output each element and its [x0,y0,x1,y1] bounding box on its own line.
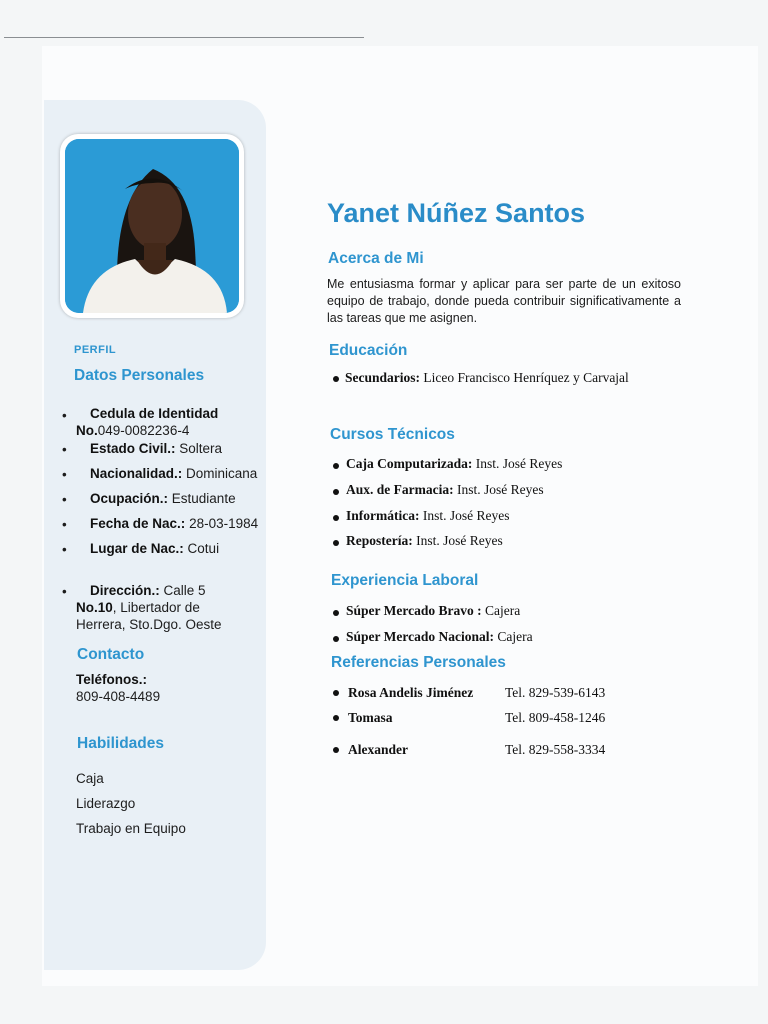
ocupacion-value: Estudiante [171,491,236,506]
cedula-value: 049-0082236-4 [97,423,190,438]
lugar-nac-label: Lugar de Nac.: [90,541,184,556]
fecha-nac-label: Fecha de Nac.: [90,516,186,531]
experiencia-label: Súper Mercado Nacional: [346,629,494,644]
portrait-illustration [65,139,239,313]
estado-civil-value: Soltera [179,441,223,456]
direccion-value-3: Herrera, Sto.Dgo. Oeste [76,617,222,632]
bullet [333,376,339,382]
fecha-nac-value: 28-03-1984 [189,516,259,531]
curso-item [346,533,503,549]
referencia-phone: Tel. 829-558-3334 [505,742,606,757]
experiencia-item [346,629,533,645]
experiencia-item [346,603,520,619]
curso-value: Inst. José Reyes [419,508,510,523]
referencia-name [348,685,473,701]
curso-value: Inst. José Reyes [453,482,544,497]
telefono-value: 809-408-4489 [76,689,161,704]
profile-photo-frame [60,134,244,318]
skill-item: Caja [76,771,104,786]
curso-item [346,482,544,498]
direccion-value-2: , Libertador de [112,600,200,615]
bullet [333,489,339,495]
nacionalidad-item [90,465,290,482]
profile-photo [65,139,239,313]
bullet: • [62,442,67,457]
bullet [333,690,339,696]
contacto-heading: Contacto [77,646,145,663]
curso-label: Repostería: [346,533,413,548]
cedula-label: Cedula de Identidad [90,406,219,421]
bullet [333,610,339,616]
skill-item: Trabajo en Equipo [76,821,186,836]
acerca-text: Me entusiasma formar y aplicar para ser parte de un exitoso equipo de trabajo, donde pueda contribuir significativamente a las tareas que me asignen. [327,277,681,325]
cursos-heading: Cursos Técnicos [330,426,455,443]
skill-item: Liderazgo [76,796,136,811]
curso-label: Aux. de Farmacia: [346,482,454,497]
datos-personales-heading: Datos Personales [74,367,205,384]
bullet [333,515,339,521]
bullet: • [62,408,67,423]
habilidades-heading: Habilidades [77,735,164,752]
referencia-name [348,710,393,726]
nacionalidad-value: Dominicana [186,466,258,481]
bullet: • [62,517,67,532]
resume-name: Yanet Núñez Santos [327,198,586,228]
ocupacion-item [90,490,290,507]
telefono-item [76,671,276,705]
referencia-name-text: Rosa Andelis Jiménez [348,685,474,700]
curso-value: Inst. José Reyes [472,456,563,471]
referencias-heading: Referencias Personales [331,654,506,671]
telefono-label: Teléfonos.: [76,672,148,687]
experiencia-value: Cajera [494,629,533,644]
educacion-label: Secundarios: [345,370,421,385]
curso-value: Inst. José Reyes [412,533,503,548]
direccion-item [76,582,276,633]
direccion-label: Dirección.: [90,583,160,598]
acerca-heading: Acerca de Mi [328,250,424,267]
estado-civil-label: Estado Civil.: [90,441,176,456]
direccion-value-1: Calle 5 [163,583,206,598]
bullet [333,747,339,753]
perfil-label: PERFIL [74,344,117,356]
bullet [333,715,339,721]
bullet [333,463,339,469]
bullet: • [62,467,67,482]
educacion-item [345,370,629,386]
fecha-nac-item [90,515,290,532]
lugar-nac-value: Cotui [187,541,220,556]
experiencia-heading: Experiencia Laboral [331,572,479,589]
curso-item [346,456,562,472]
bullet: • [62,584,67,599]
educacion-heading: Educación [329,342,408,359]
referencia-phone: Tel. 809-458-1246 [505,710,606,725]
nacionalidad-label: Nacionalidad.: [90,466,183,481]
bullet: • [62,542,67,557]
curso-item [346,508,509,524]
estado-civil-item [90,440,290,457]
bullet [333,540,339,546]
educacion-value: Liceo Francisco Henríquez y Carvajal [420,370,629,385]
experiencia-value: Cajera [481,603,521,618]
referencia-name-text: Alexander [348,742,408,757]
bullet: • [62,492,67,507]
referencia-name [348,742,408,758]
direccion-number: No.10 [76,600,113,615]
cedula-no-label: No. [76,423,98,438]
ocupacion-label: Ocupación.: [90,491,169,506]
curso-label: Informática: [346,508,420,523]
lugar-nac-item [90,540,290,557]
bullet [333,636,339,642]
scan-edge-line [4,37,364,38]
curso-label: Caja Computarizada: [346,456,473,471]
referencia-name-text: Tomasa [348,710,393,725]
cedula-item [76,405,276,439]
referencia-phone: Tel. 829-539-6143 [505,685,606,700]
experiencia-label: Súper Mercado Bravo : [346,603,482,618]
